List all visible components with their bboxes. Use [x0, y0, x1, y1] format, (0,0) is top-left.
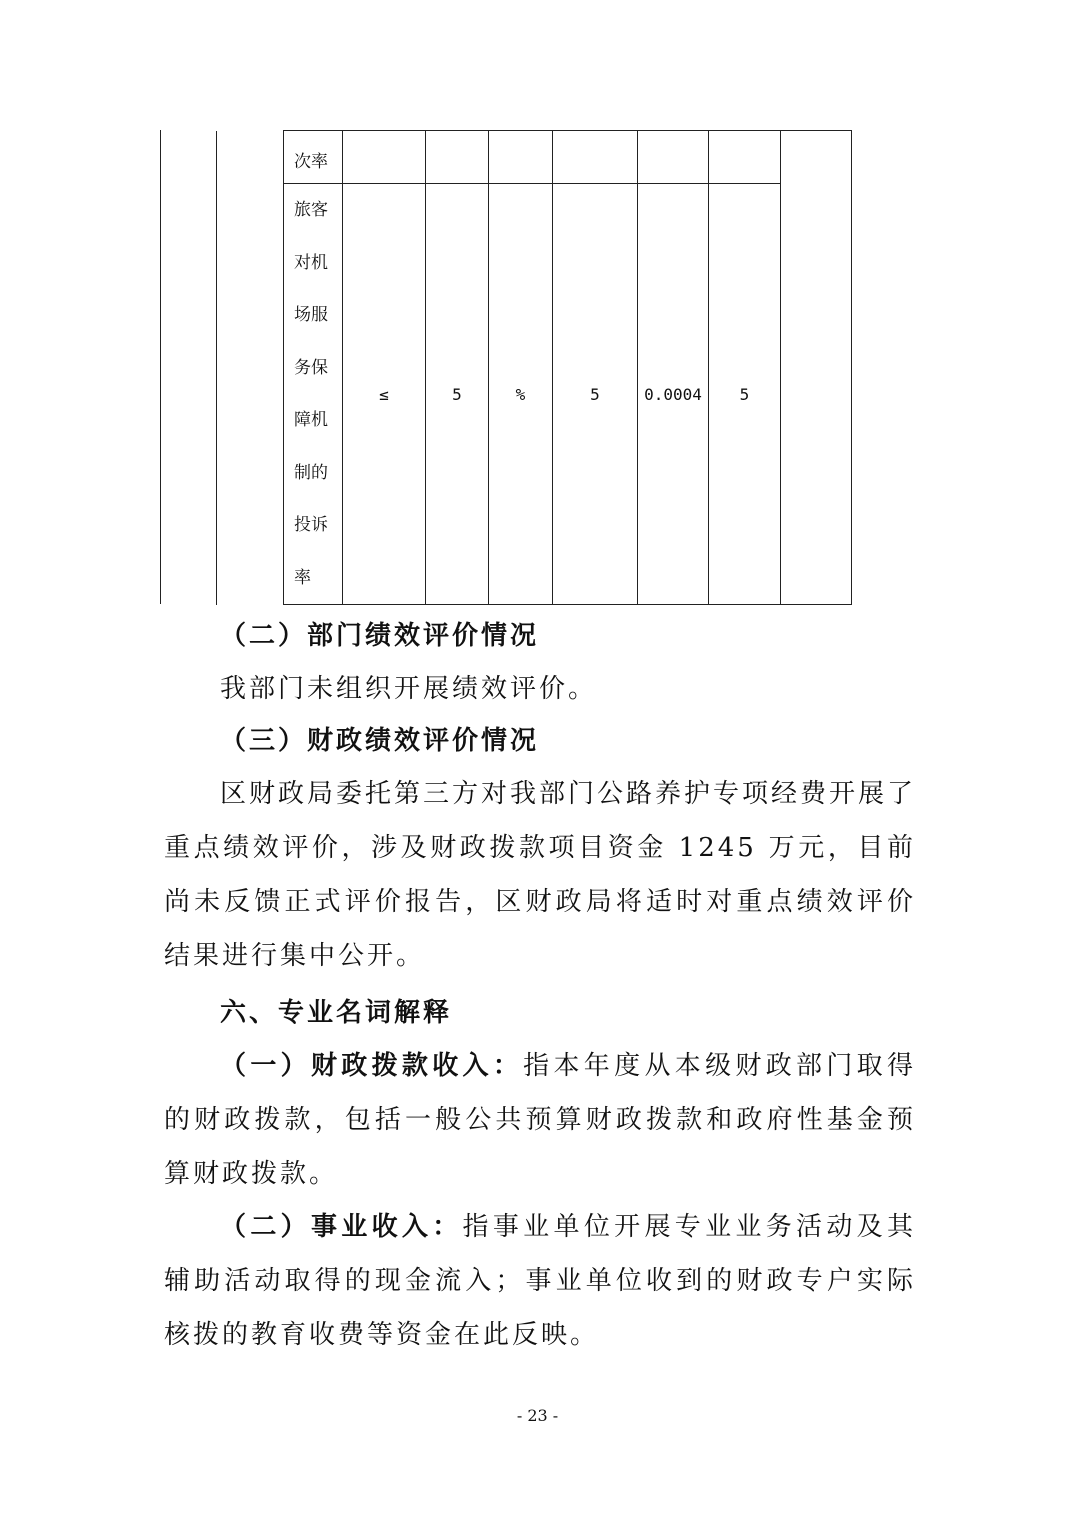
section-heading-dept-evaluation: （二）部门绩效评价情况 — [220, 621, 540, 651]
section-body-dept-evaluation: 我部门未组织开展绩效评价。 — [220, 674, 598, 704]
table-left-border — [160, 130, 161, 604]
table-cell — [489, 131, 553, 184]
indicator-name-line: 率 — [294, 567, 311, 588]
table-cell — [426, 131, 489, 184]
glossary-term-fiscal-appropriation — [164, 1039, 916, 1201]
table-cell-blank — [217, 131, 284, 605]
performance-table — [216, 130, 852, 605]
indicator-name-cell — [284, 184, 343, 605]
table-cell — [553, 131, 638, 184]
table-cell — [709, 131, 781, 184]
operator-cell: ≤ — [343, 184, 426, 605]
page-number: - 23 - — [516, 1406, 559, 1425]
term-definition: 指事业单位开展专业业务活动及其辅助活动取得的现金流入；事业单位收到的财政专户实际核拨的教育收费等资金在此反映。 — [164, 1212, 916, 1350]
indicator-name-line: 制的 — [294, 462, 328, 483]
actual-value-cell: 0.0004 — [638, 184, 709, 605]
section-heading-fiscal-evaluation: （三）财政绩效评价情况 — [220, 726, 540, 756]
target-value-cell: 5 — [426, 184, 489, 605]
section-body-fiscal-evaluation: 区财政局委托第三方对我部门公路养护专项经费开展了重点绩效评价，涉及财政拨款项目资金 1245 万元，目前尚未反馈正式评价报告，区财政局将适时对重点绩效评价结果进行集中公开。 — [164, 779, 917, 971]
glossary-term-business-income — [164, 1200, 916, 1362]
indicator-name-line: 投诉 — [294, 515, 328, 535]
term-label: （一）财政拨款收入： — [220, 1051, 524, 1081]
table-cell — [638, 131, 709, 184]
table-cell — [343, 131, 426, 184]
indicator-name-line: 旅客 — [294, 200, 328, 220]
table-row — [217, 184, 852, 605]
term-label: （二）事业收入： — [220, 1212, 463, 1242]
indicator-name-line: 障机 — [294, 410, 328, 430]
term-definition: 指本年度从本级财政部门取得的财政拨款，包括一般公共预算财政拨款和政府性基金预算财政拨款。 — [164, 1051, 916, 1189]
indicator-name-cell — [284, 131, 343, 184]
indicator-name-line: 次率 — [294, 152, 328, 172]
score-cell: 5 — [709, 184, 781, 605]
unit-cell: % — [489, 184, 553, 605]
table-cell-merged — [781, 131, 852, 605]
weight-cell: 5 — [553, 184, 638, 605]
indicator-name-line: 场服 — [294, 305, 328, 325]
indicator-name-line: 务保 — [294, 357, 328, 378]
table-row — [217, 131, 852, 184]
indicator-name-line: 对机 — [294, 252, 328, 273]
section-heading-glossary: 六、专业名词解释 — [220, 998, 453, 1028]
